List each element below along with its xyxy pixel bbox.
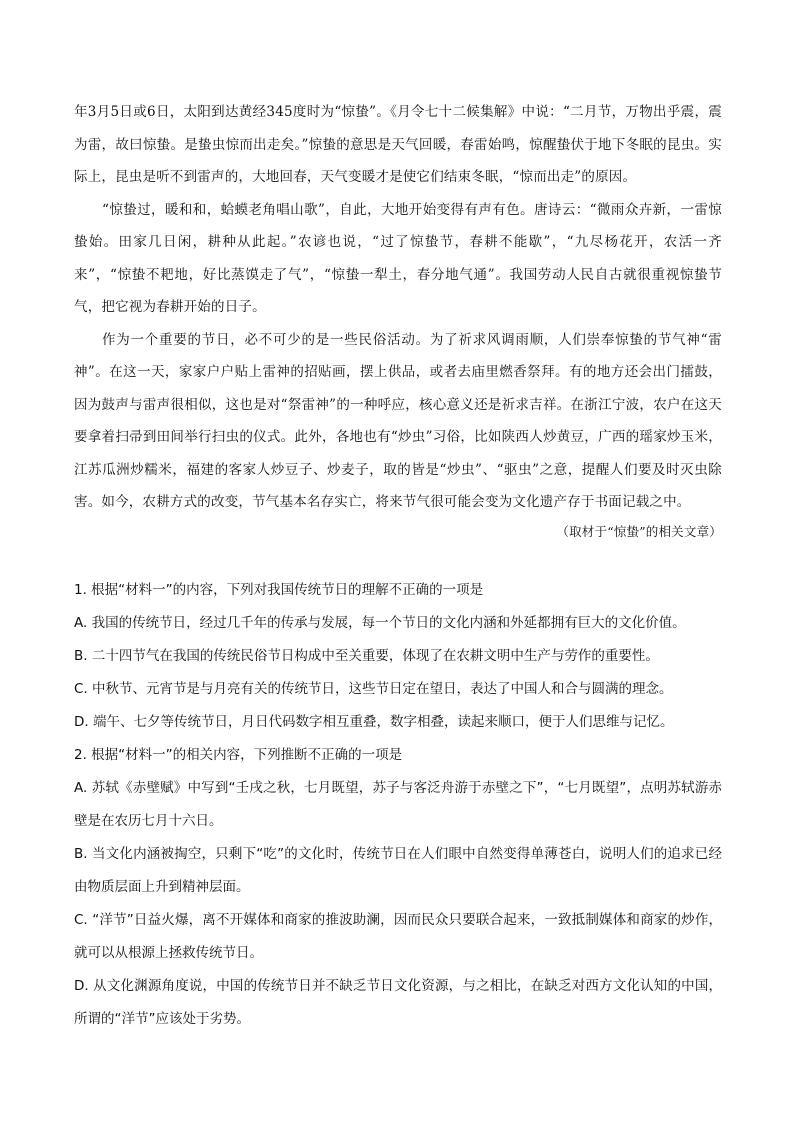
question-2-option-c: C. “洋节”日益火爆，离不开媒体和商家的推波助澜，因而民众只要联合起来，一致抵制媒体和商家的炒作，就可以从根源上拯救传统节日。	[74, 912, 722, 961]
question-1	[74, 574, 722, 739]
question-2-option-b: B. 当文化内涵被掏空，只剩下“吃”的文化时，传统节日在人们眼中自然变得单薄苍白，说明人们的追求已经由物质层面上升到精神层面。	[74, 846, 722, 895]
question-1-option-d: D. 端午、七夕等传统节日，月日代码数字相互重叠，数字相叠，读起来顺口，便于人们思维与记忆。	[74, 714, 674, 730]
question-list	[74, 574, 722, 1036]
question-2-option-d: D. 从文化渊源角度说，中国的传统节日并不缺乏节日文化资源，与之相比，在缺乏对西方文化认知的中国，所谓的“洋节”应该处于劣势。	[74, 978, 722, 1027]
passage-paragraph-2: “惊蛰过，暖和和，蛤蟆老角唱山歌”，自此，大地开始变得有声有色。唐诗云：“微雨众卉新，一雷惊蛰始。田家几日闲，耕种从此起。”农谚也说，“过了惊蛰节，春耕不能歇”，“九尽杨花开，农活一齐来”，“惊蛰不耙地，好比蒸馍走了气”，“惊蛰一犁土，春分地气通”。我国劳动人民自古就很重视惊蛰节气，把它视为春耕开始的日子。	[74, 201, 722, 315]
question-1-option-c: C. 中秋节、元宵节是与月亮有关的传统节日，这些节日定在望日，表达了中国人和合与圆满的理念。	[74, 681, 673, 697]
question-1-option-a: A. 我国的传统节日，经过几千年的传承与发展，每一个节日的文化内涵和外延都拥有巨大的文化价值。	[74, 615, 686, 631]
question-1-option-b: B. 二十四节气在我国的传统民俗节日构成中至关重要，体现了在农耕文明中生产与劳作的重要性。	[74, 648, 659, 664]
question-2-stem: 2. 根据“材料一”的相关内容，下列推断不正确的一项是	[74, 747, 403, 763]
passage-paragraph-3: 作为一个重要的节日，必不可少的是一些民俗活动。为了祈求风调雨顺，人们崇奉惊蛰的节气神“雷神”。在这一天，家家户户贴上雷神的招贴画，摆上供品，或者去庙里燃香祭拜。有的地方还会出门擂鼓，因为鼓声与雷声很相似，这也是对“祭雷神”的一种呼应，核心意义还是祈求吉祥。在浙江宁波，农户在这天要拿着扫帚到田间举行扫虫的仪式。此外，各地也有“炒虫”习俗，比如陕西人炒黄豆，广西的瑶家炒玉米，江苏瓜洲炒糯米，福建的客家人炒豆子、炒麦子，取的皆是“炒虫”、“驱虫”之意，提醒人们要及时灭虫除害。如今，农耕方式的改变，节气基本名存实亡，将来节气很可能会变为文化遗产存于书面记载之中。	[74, 331, 722, 510]
question-1-stem: 1. 根据“材料一”的内容，下列对我国传统节日的理解不正确的一项是	[74, 582, 484, 598]
reading-passage	[74, 96, 722, 545]
passage-source: （取材于“惊蛰”的相关文章）	[556, 523, 722, 539]
question-2	[74, 739, 722, 1036]
passage-paragraph-1: 年3月5日或6日，太阳到达黄经345度时为“惊蛰”。《月令七十二候集解》中说：“二月节，万物出乎震，震为雷，故曰惊蛰。是蛰虫惊而出走矣。”惊蛰的意思是天气回暖，春雷始鸣，惊醒蛰伏于地下冬眠的昆虫。实际上，昆虫是听不到雷声的，大地回春，天气变暖才是使它们结束冬眠，“惊而出走”的原因。	[74, 104, 722, 185]
question-2-option-a: A. 苏轼《赤壁赋》中写到“壬戌之秋，七月既望，苏子与客泛舟游于赤壁之下”，“七月既望”，点明苏轼游赤壁是在农历七月十六日。	[74, 780, 722, 829]
